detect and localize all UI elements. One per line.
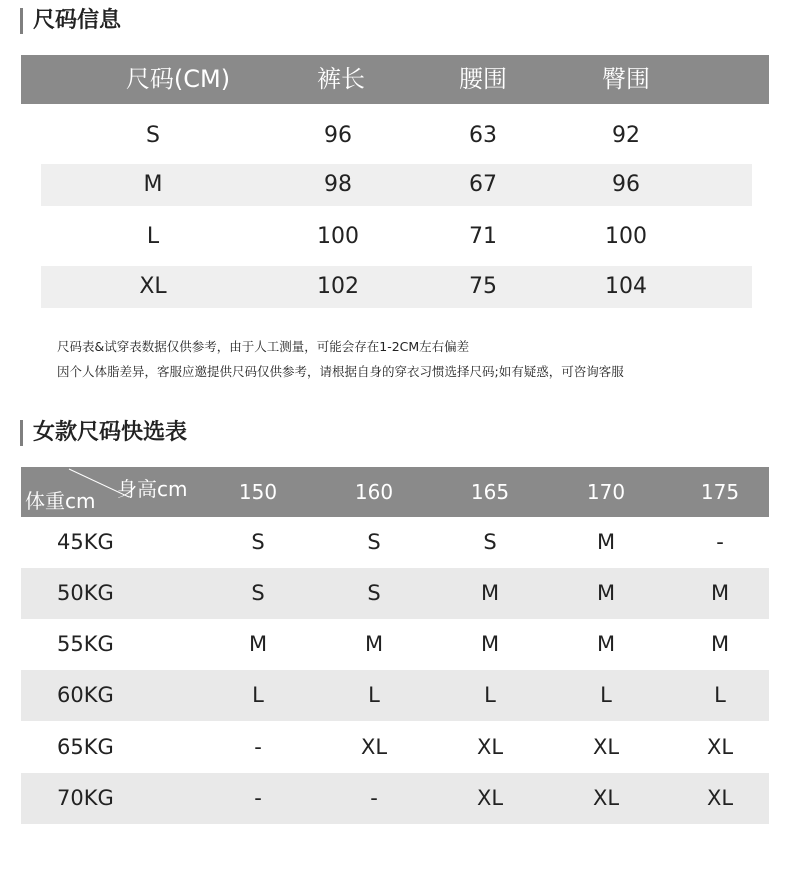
header-length: 裤长 [317, 65, 365, 93]
size-cell: XL [706, 786, 734, 810]
quick-select-title: 女款尺码快选表 [20, 420, 187, 446]
length-cell: 102 [317, 274, 359, 299]
size-cell: M [143, 172, 163, 197]
size-cell: XL [476, 786, 504, 810]
weight-cell: 45KG [57, 530, 114, 554]
weight-cell: 50KG [57, 581, 114, 605]
size-row-m [41, 164, 752, 206]
height-150: 150 [238, 480, 278, 504]
size-cell: XL [360, 735, 388, 759]
weight-cell: 55KG [57, 632, 114, 656]
weight-axis-label: 体重cm [25, 489, 96, 513]
size-cell: M [480, 581, 500, 605]
size-cell: - [370, 786, 378, 810]
hip-cell: 100 [605, 224, 647, 249]
waist-cell: 67 [469, 172, 497, 197]
length-cell: 98 [324, 172, 352, 197]
size-row-s [41, 115, 752, 157]
hip-cell: 104 [605, 274, 647, 299]
size-cell: S [367, 530, 381, 554]
weight-row-70kg [21, 773, 769, 824]
hip-cell: 92 [612, 123, 640, 148]
size-cell: L [600, 683, 612, 707]
size-cell: - [254, 786, 262, 810]
measurement-note: 尺码表&试穿表数据仅供参考，由于人工测量，可能会存在1-2CM左右偏差 [57, 339, 470, 354]
size-row-l [41, 216, 752, 258]
weight-row-45kg [21, 517, 769, 568]
corner-header-cell [21, 467, 221, 517]
length-cell: 96 [324, 123, 352, 148]
size-cell: M [710, 581, 730, 605]
height-165: 165 [470, 480, 510, 504]
size-cell: S [251, 530, 265, 554]
waist-cell: 75 [469, 274, 497, 299]
size-cell: M [248, 632, 268, 656]
size-cell: L [368, 683, 380, 707]
size-cell: S [146, 123, 160, 148]
height-160: 160 [354, 480, 394, 504]
height-170: 170 [586, 480, 626, 504]
size-cell: M [596, 632, 616, 656]
size-cell: M [364, 632, 384, 656]
size-row-xl [41, 266, 752, 308]
size-cell: L [714, 683, 726, 707]
size-cell: XL [592, 786, 620, 810]
header-hip: 臀围 [602, 65, 650, 93]
size-cell: XL [592, 735, 620, 759]
weight-row-50kg [21, 568, 769, 619]
size-info-header [21, 55, 769, 104]
height-175: 175 [700, 480, 740, 504]
size-cell: - [716, 530, 724, 554]
height-axis-label: 身高cm [117, 477, 188, 501]
size-cell: S [367, 581, 381, 605]
size-info-title: 尺码信息 [20, 8, 121, 34]
size-advice-note: 因个人体脂差异，客服应邀提供尺码仅供参考，请根据自身的穿衣习惯选择尺码;如有疑惑，可咨询客服 [57, 364, 624, 379]
header-waist: 腰围 [459, 65, 507, 93]
weight-row-55kg [21, 619, 769, 670]
weight-row-60kg [21, 670, 769, 721]
size-cell: XL [706, 735, 734, 759]
size-cell: XL [476, 735, 504, 759]
size-cell: XL [139, 274, 167, 299]
weight-row-65kg [21, 722, 769, 773]
size-cell: M [596, 530, 616, 554]
size-cell: L [484, 683, 496, 707]
hip-cell: 96 [612, 172, 640, 197]
quick-select-header [21, 467, 769, 517]
size-cell: M [480, 632, 500, 656]
size-cell: M [710, 632, 730, 656]
size-cell: S [483, 530, 497, 554]
weight-cell: 60KG [57, 683, 114, 707]
size-cell: - [254, 735, 262, 759]
length-cell: 100 [317, 224, 359, 249]
size-cell: M [596, 581, 616, 605]
weight-cell: 70KG [57, 786, 114, 810]
waist-cell: 63 [469, 123, 497, 148]
size-cell: L [146, 224, 160, 249]
header-size: 尺码(CM) [125, 65, 231, 93]
waist-cell: 71 [469, 224, 497, 249]
size-cell: L [252, 683, 264, 707]
size-cell: S [251, 581, 265, 605]
weight-cell: 65KG [57, 735, 114, 759]
